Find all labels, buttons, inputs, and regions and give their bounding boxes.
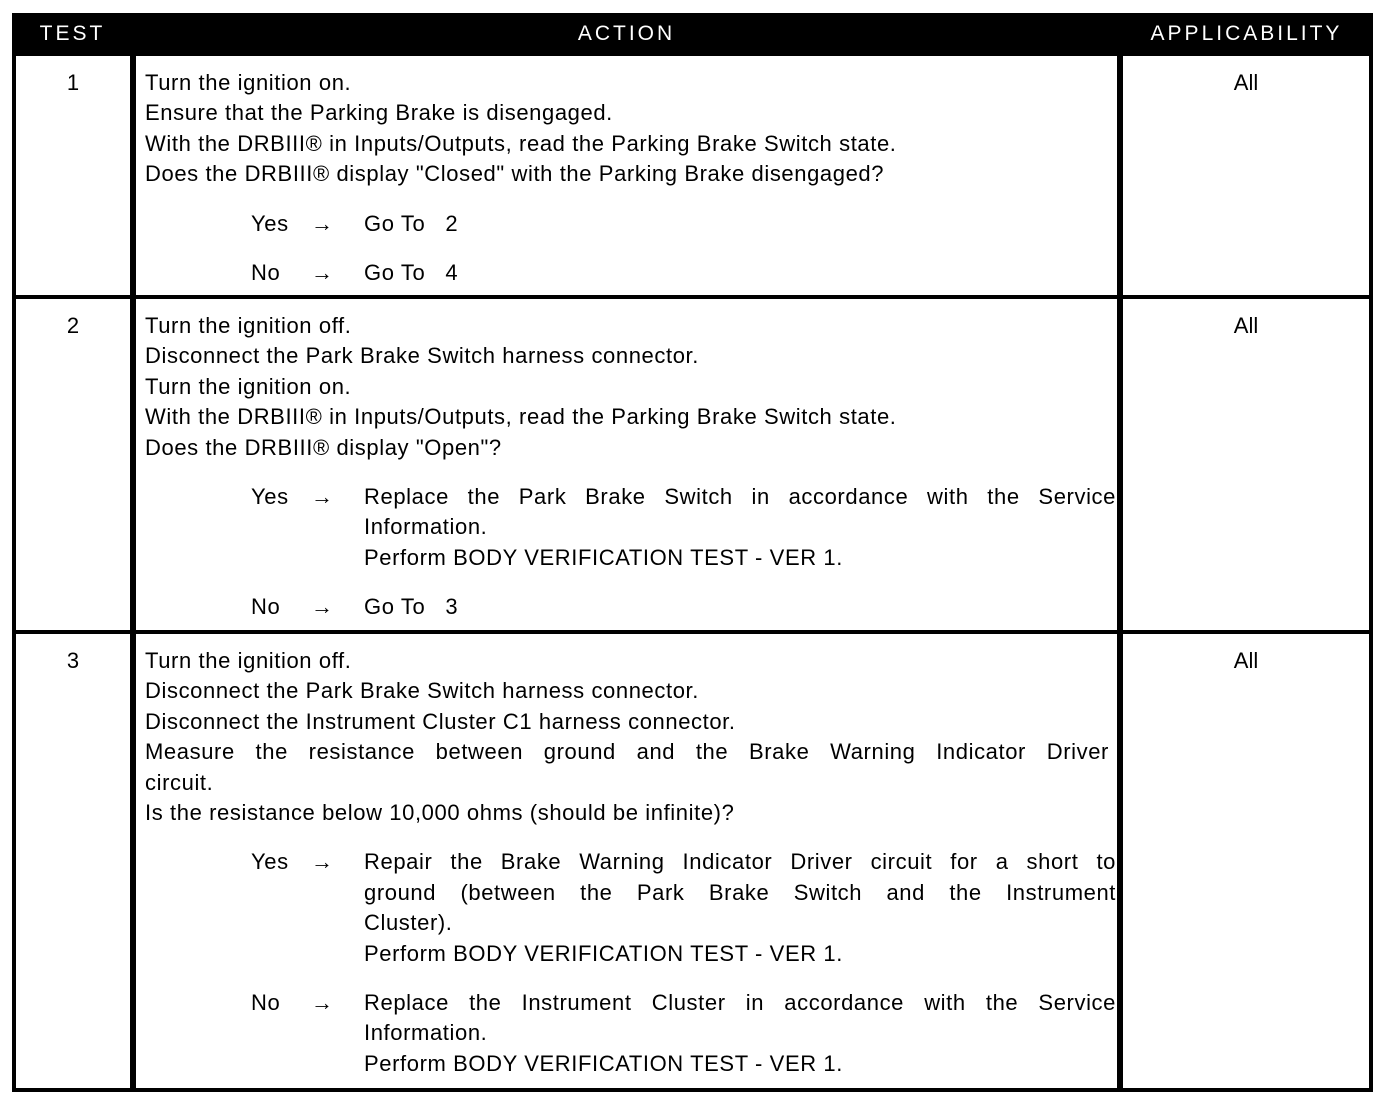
table-header xyxy=(12,13,1373,53)
test-number-cell: 1 xyxy=(16,56,130,295)
arrow-icon: → xyxy=(311,989,334,1015)
step-text: circuit. xyxy=(145,769,214,795)
step-text: Is the resistance below 10,000 ohms (should be infinite)? xyxy=(145,799,735,825)
header-applicability: APPLICABILITY xyxy=(1150,22,1343,45)
header-test: TEST xyxy=(39,22,106,45)
arrow-icon: → xyxy=(311,210,334,236)
applicability-cell: All xyxy=(1123,299,1369,630)
no-option xyxy=(145,592,1109,622)
step-text: Disconnect the Instrument Cluster C1 harness connector. xyxy=(145,708,736,734)
action-cell xyxy=(136,634,1117,1088)
yes-label: Yes xyxy=(251,210,289,236)
no-option xyxy=(145,258,1109,288)
applicability-cell: All xyxy=(1123,634,1369,1088)
arrow-icon: → xyxy=(311,594,334,620)
step-text: Turn the ignition off. xyxy=(145,648,352,673)
no-label: No xyxy=(251,594,281,620)
yes-result: Perform BODY VERIFICATION TEST - VER 1. xyxy=(364,940,843,966)
no-result: Go To 3 xyxy=(364,594,459,620)
arrow-icon: → xyxy=(311,849,334,875)
action-cell xyxy=(136,299,1117,630)
step-text: Disconnect the Park Brake Switch harness connector. xyxy=(145,678,699,704)
yes-result: Information. xyxy=(364,514,488,540)
yes-option xyxy=(145,209,1109,239)
no-option xyxy=(145,988,1116,1079)
applicability-cell: All xyxy=(1123,56,1369,295)
test-number-cell: 2 xyxy=(16,299,130,630)
no-result: Go To 4 xyxy=(364,259,459,285)
step-text: Turn the ignition on. xyxy=(145,70,352,95)
yes-result: Cluster). xyxy=(364,910,453,936)
yes-option xyxy=(145,847,1116,969)
action-cell xyxy=(136,56,1117,295)
step-text: Turn the ignition on. xyxy=(145,373,352,399)
step-text: With the DRBIII® in Inputs/Outputs, read the Parking Brake Switch state. xyxy=(145,130,897,156)
test-number-cell: 3 xyxy=(16,634,130,1088)
yes-label: Yes xyxy=(251,849,289,875)
yes-result: ground (between the Park Brake Switch and the Instrument xyxy=(364,879,1116,905)
yes-label: Yes xyxy=(251,483,289,509)
step-text: Measure the resistance between ground and the Brake Warning Indicator Driver xyxy=(145,739,1109,765)
diagnostic-table xyxy=(12,13,1373,1092)
no-result: Replace the Instrument Cluster in accordance with the Service xyxy=(364,989,1116,1015)
step-text: Disconnect the Park Brake Switch harness connector. xyxy=(145,343,699,369)
no-label: No xyxy=(251,259,281,285)
step-text: With the DRBIII® in Inputs/Outputs, read the Parking Brake Switch state. xyxy=(145,404,897,430)
yes-option xyxy=(145,482,1116,573)
arrow-icon: → xyxy=(311,259,334,285)
step-text: Does the DRBIII® display "Open"? xyxy=(145,434,502,460)
yes-result: Perform BODY VERIFICATION TEST - VER 1. xyxy=(364,544,843,570)
no-result: Perform BODY VERIFICATION TEST - VER 1. xyxy=(364,1050,843,1076)
header-action: ACTION xyxy=(577,22,676,45)
step-text: Ensure that the Parking Brake is disengaged. xyxy=(145,100,613,126)
yes-result: Replace the Park Brake Switch in accordance with the Service xyxy=(364,483,1116,509)
no-label: No xyxy=(251,989,281,1015)
yes-result: Go To 2 xyxy=(364,210,459,236)
no-result: Information. xyxy=(364,1020,488,1046)
yes-result: Repair the Brake Warning Indicator Driver circuit for a short to xyxy=(364,849,1116,875)
step-text: Turn the ignition off. xyxy=(145,313,352,338)
step-text: Does the DRBIII® display "Closed" with the Parking Brake disengaged? xyxy=(145,161,885,187)
arrow-icon: → xyxy=(311,483,334,509)
